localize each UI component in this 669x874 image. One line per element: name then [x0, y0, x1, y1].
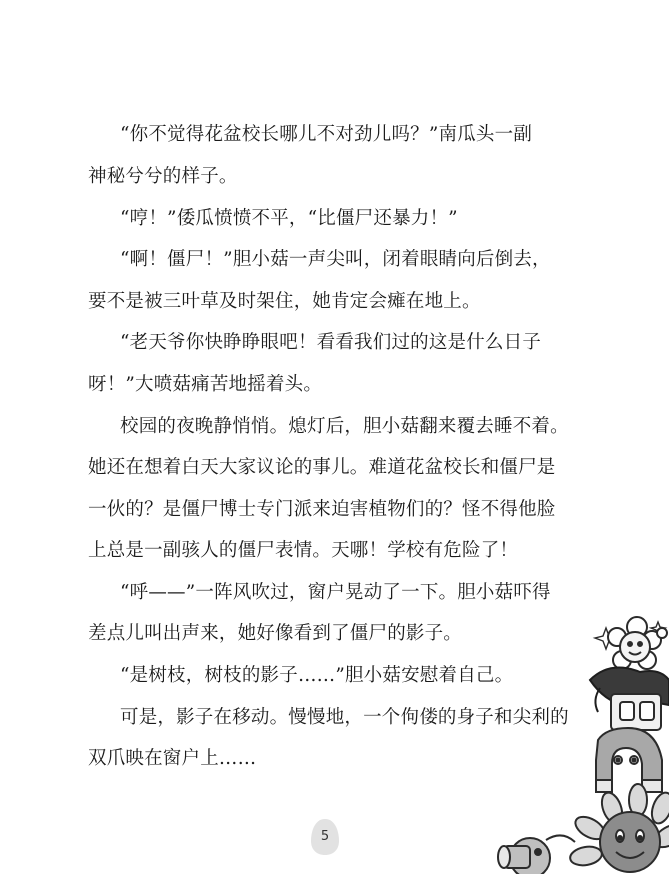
text-line: “啊！僵尸！”胆小菇一声尖叫，闭着眼睛向后倒去， — [120, 249, 551, 270]
magnet-character-icon — [596, 728, 662, 792]
text-line: 可是，影子在移动。慢慢地，一个佝偻的身子和尖利的 — [120, 707, 569, 728]
text-line: “哼！”倭瓜愤愤不平，“比僵尸还暴力！” — [120, 208, 458, 229]
text-line: 差点儿叫出声来，她好像看到了僵尸的影子。 — [88, 623, 463, 644]
text-line: “你不觉得花盆校长哪儿不对劲儿吗？”南瓜头一副 — [120, 124, 533, 145]
text-line: 神秘兮兮的样子。 — [88, 166, 238, 187]
text-line: 双爪映在窗户上…… — [88, 748, 257, 769]
text-line: 上总是一副骇人的僵尸表情。天哪！学校有危险了！ — [88, 540, 519, 561]
page-number: 5 — [320, 829, 330, 844]
text-line: 校园的夜晚静悄悄。熄灯后，胆小菇翻来覆去睡不着。 — [120, 416, 569, 437]
text-line: 一伙的？是僵尸博士专门派来迫害植物们的？怪不得他脸 — [88, 499, 556, 520]
text-line: 她还在想着白天大家议论的事儿。难道花盆校长和僵尸是 — [88, 457, 556, 478]
sunflower-icon — [569, 784, 669, 872]
text-line: “呼——”一阵风吹过，窗户晃动了一下。胆小菇吓得 — [120, 582, 551, 603]
pot-character-icon — [611, 694, 661, 730]
text-line: “是树枝，树枝的影子……”胆小菇安慰着自己。 — [120, 665, 514, 686]
text-line: 呀！”大喷菇痛苦地摇着头。 — [88, 374, 323, 395]
peashooter-icon — [498, 835, 575, 874]
text-line: “老天爷你快睁睁眼吧！看看我们过的这是什么日子 — [120, 332, 542, 353]
text-line: 要不是被三叶草及时架住，她肯定会瘫在地上。 — [88, 291, 481, 312]
